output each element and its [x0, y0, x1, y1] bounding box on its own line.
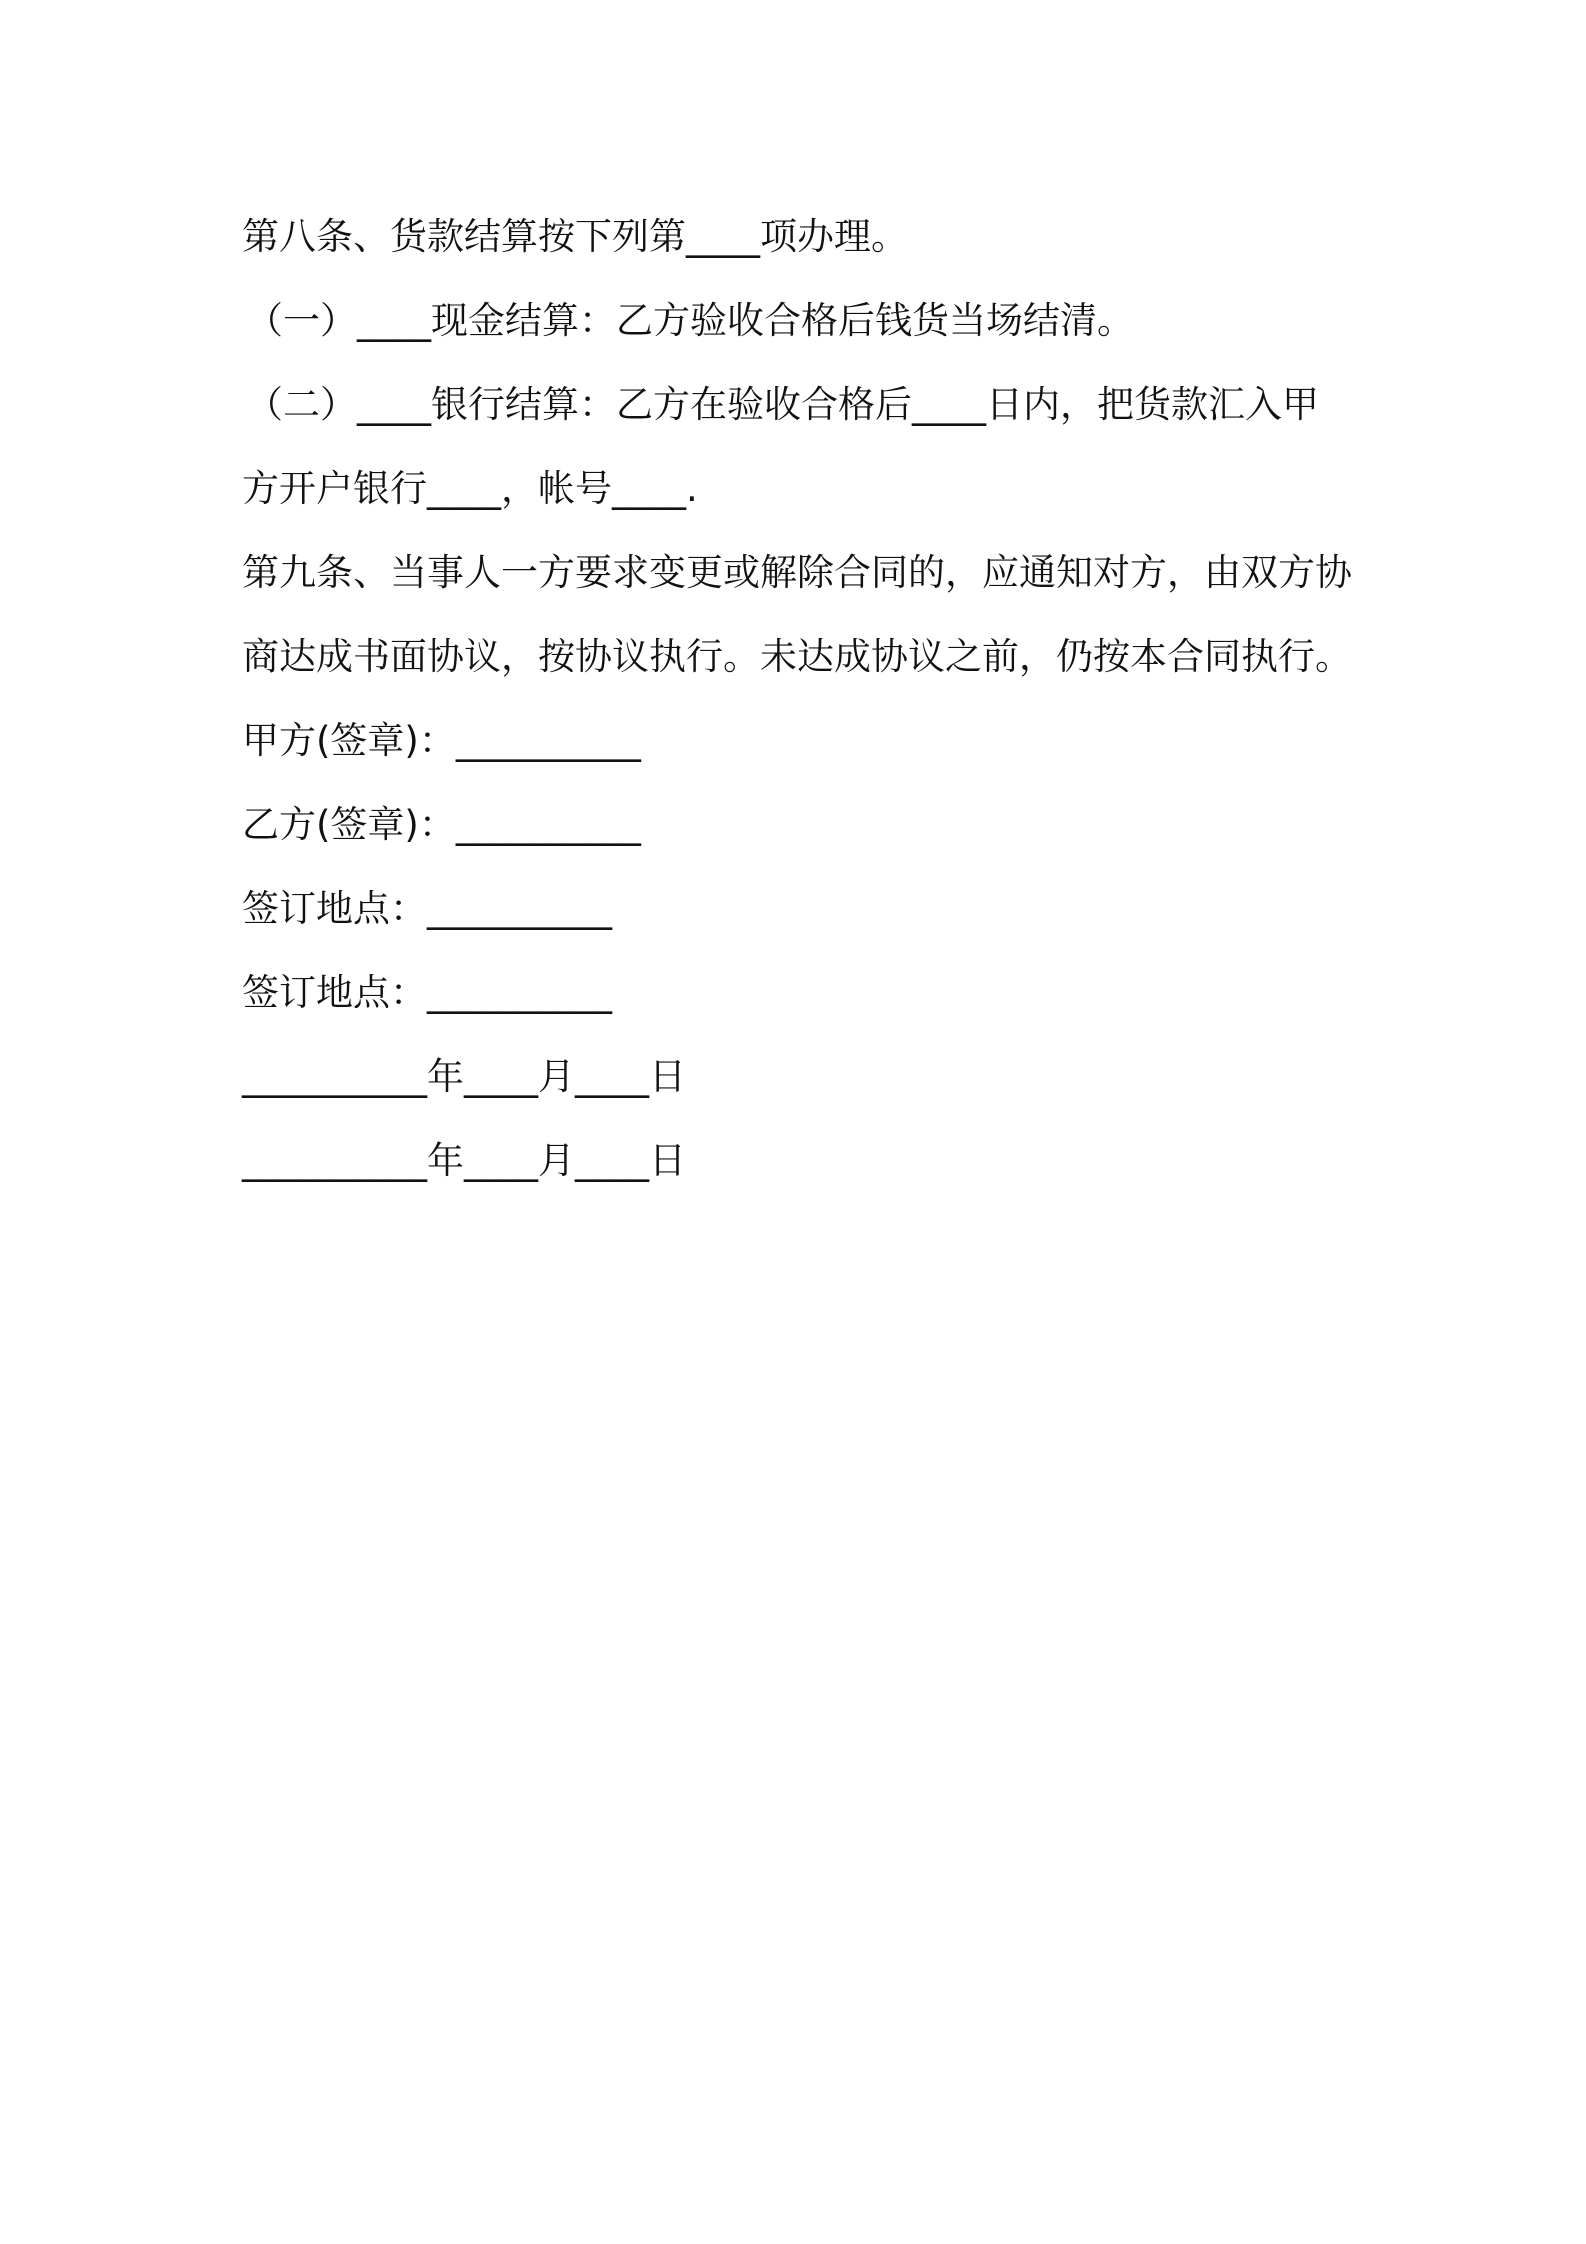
payment-option-bank: （二）____银行结算：乙方在验收合格后____日内，把货款汇入甲	[246, 383, 1319, 426]
date-field: __________年____月____日	[242, 1139, 686, 1182]
document-body	[242, 195, 1362, 1203]
signing-location-field: 签订地点：__________	[242, 971, 612, 1014]
payment-option-bank-continued: 方开户银行____，帐号____.	[242, 467, 698, 510]
party-b-signature-field: 乙方(签章)：__________	[242, 803, 641, 846]
date-field: __________年____月____日	[242, 1055, 686, 1098]
article-9-text-continued: 商达成书面协议，按协议执行。未达成协议之前，仍按本合同执行。	[242, 635, 1352, 678]
signing-location-field: 签订地点：__________	[242, 887, 612, 930]
party-a-signature-field: 甲方(签章)：__________	[242, 719, 641, 762]
article-9-text: 第九条、当事人一方要求变更或解除合同的，应通知对方，由双方协	[242, 551, 1352, 594]
article-8-heading: 第八条、货款结算按下列第____项办理。	[242, 215, 908, 258]
payment-option-cash: （一）____现金结算：乙方验收合格后钱货当场结清。	[246, 299, 1134, 342]
